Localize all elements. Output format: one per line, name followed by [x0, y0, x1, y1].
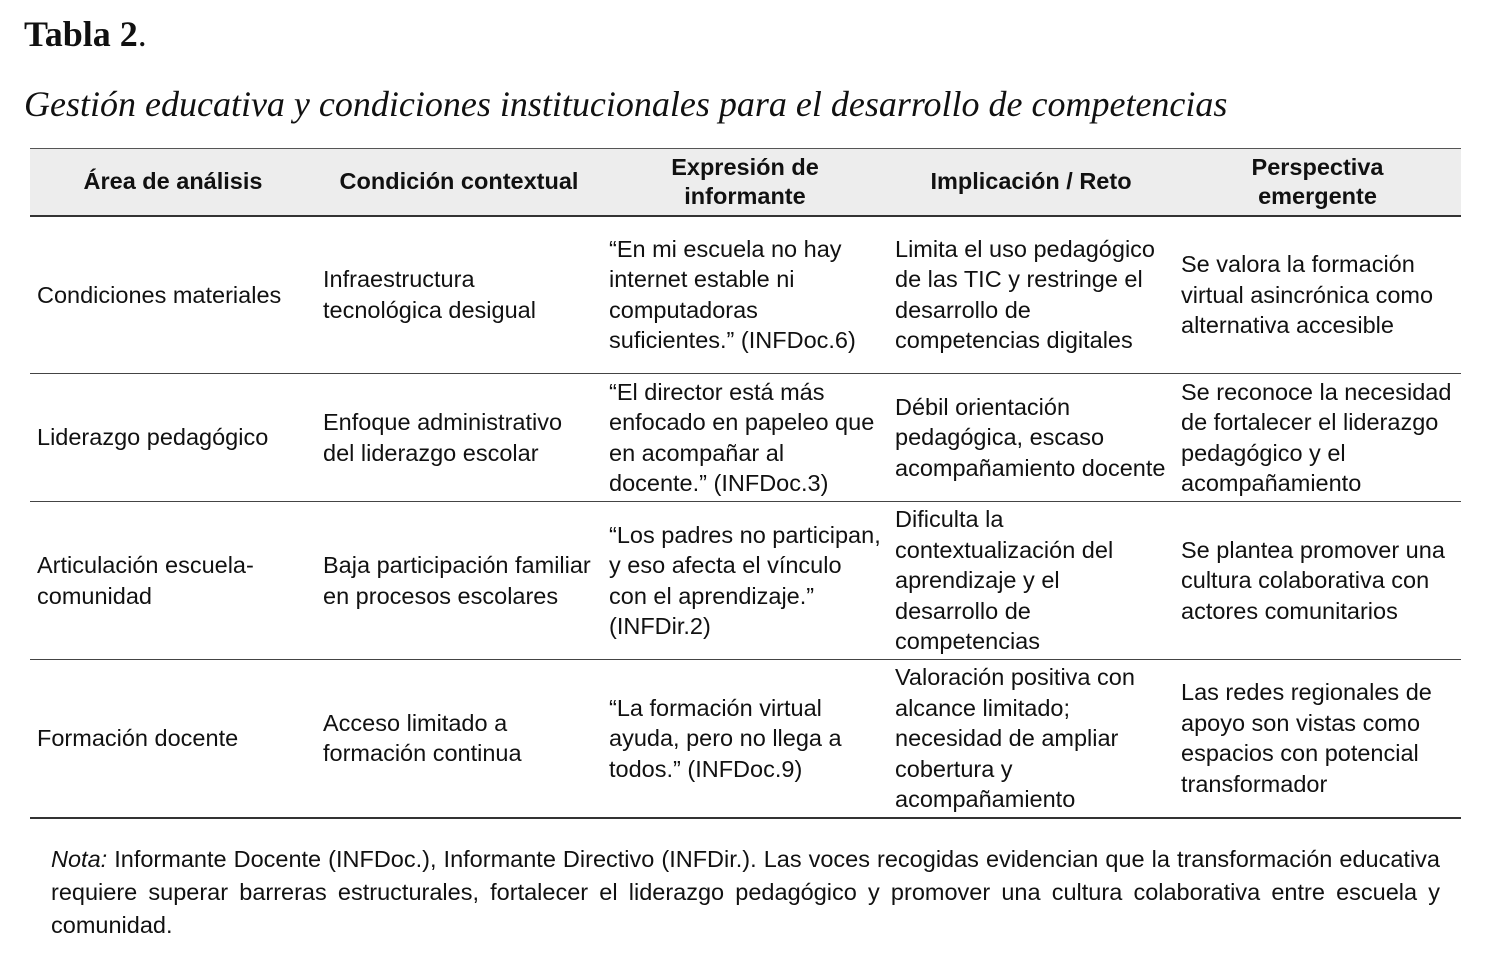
table-label-text: Tabla 2: [24, 14, 138, 54]
note-label: Nota:: [51, 846, 108, 872]
header-row: [30, 149, 1461, 216]
table-label-punct: .: [137, 14, 147, 54]
cell-implicacion: Valoración positiva con alcance limitado; necesidad de ampliar cobertura y acompañamiento: [895, 664, 1135, 812]
cell-condicion: Acceso limitado a formación continua: [323, 709, 522, 767]
cell-perspectiva: Se valora la formación virtual asincrónica como alternativa accesible: [1181, 251, 1434, 338]
header-perspectiva: Perspectiva emergente: [1251, 153, 1384, 209]
table-title: Gestión educativa y condiciones institucionales para el desarrollo de competencias: [24, 84, 1228, 124]
header-condicion: Condición contextual: [339, 168, 579, 195]
note-text: Informante Docente (INFDoc.), Informante Directivo (INFDir.). Las voces recogidas evidencian que la transformación educativa requiere superar barreras estructurales, fortalecer el liderazgo pedagógico y promover una cultura colaborativa entre escuela y comunidad.: [51, 846, 1440, 938]
cell-expresion: “El director está más enfocado en papeleo que en acompañar al docente.” (INFDoc.3): [609, 378, 875, 496]
cell-perspectiva: Las redes regionales de apoyo son vistas como espacios con potencial transformador: [1181, 679, 1432, 797]
cell-area: Condiciones materiales: [37, 281, 282, 308]
table-row: [30, 660, 1461, 818]
table-row: [30, 502, 1461, 660]
table-row: [30, 374, 1461, 502]
cell-condicion: Baja participación familiar en procesos escolares: [323, 552, 591, 609]
table-header: [30, 149, 1461, 216]
cell-condicion: Enfoque administrativo del liderazgo escolar: [323, 409, 563, 466]
header-expresion: Expresión de informante: [671, 153, 819, 209]
table-label: [24, 12, 147, 56]
cell-expresion: “En mi escuela no hay internet estable ni computadoras suficientes.” (INFDoc.6): [609, 235, 856, 354]
cell-expresion: “La formación virtual ayuda, pero no llega a todos.” (INFDoc.9): [609, 694, 842, 782]
cell-implicacion: Dificulta la contextualización del aprendizaje y el desarrollo de competencias: [895, 506, 1114, 655]
cell-area: Liderazgo pedagógico: [37, 424, 269, 451]
table-row: [30, 216, 1461, 374]
header-area: Área de análisis: [83, 168, 263, 195]
table-note: [51, 843, 1440, 942]
cell-implicacion: Limita el uso pedagógico de las TIC y restringe el desarrollo de competencias digitales: [895, 235, 1155, 354]
cell-condicion: Infraestructura tecnológica desigual: [323, 266, 536, 323]
header-implicacion: Implicación / Reto: [930, 168, 1132, 195]
cell-perspectiva: Se reconoce la necesidad de fortalecer el liderazgo pedagógico y el acompañamiento: [1181, 378, 1452, 496]
cell-expresion: “Los padres no participan, y eso afecta el vínculo con el aprendizaje.” (INFDir.2): [609, 521, 881, 639]
cell-area: Formación docente: [37, 725, 239, 751]
table-body: [30, 216, 1461, 818]
cell-area: Articulación escuela-comunidad: [37, 552, 254, 609]
cell-perspectiva: Se plantea promover una cultura colaborativa con actores comunitarios: [1181, 536, 1445, 624]
cell-implicacion: Débil orientación pedagógica, escaso acompañamiento docente: [895, 393, 1166, 481]
data-table: [30, 148, 1461, 819]
